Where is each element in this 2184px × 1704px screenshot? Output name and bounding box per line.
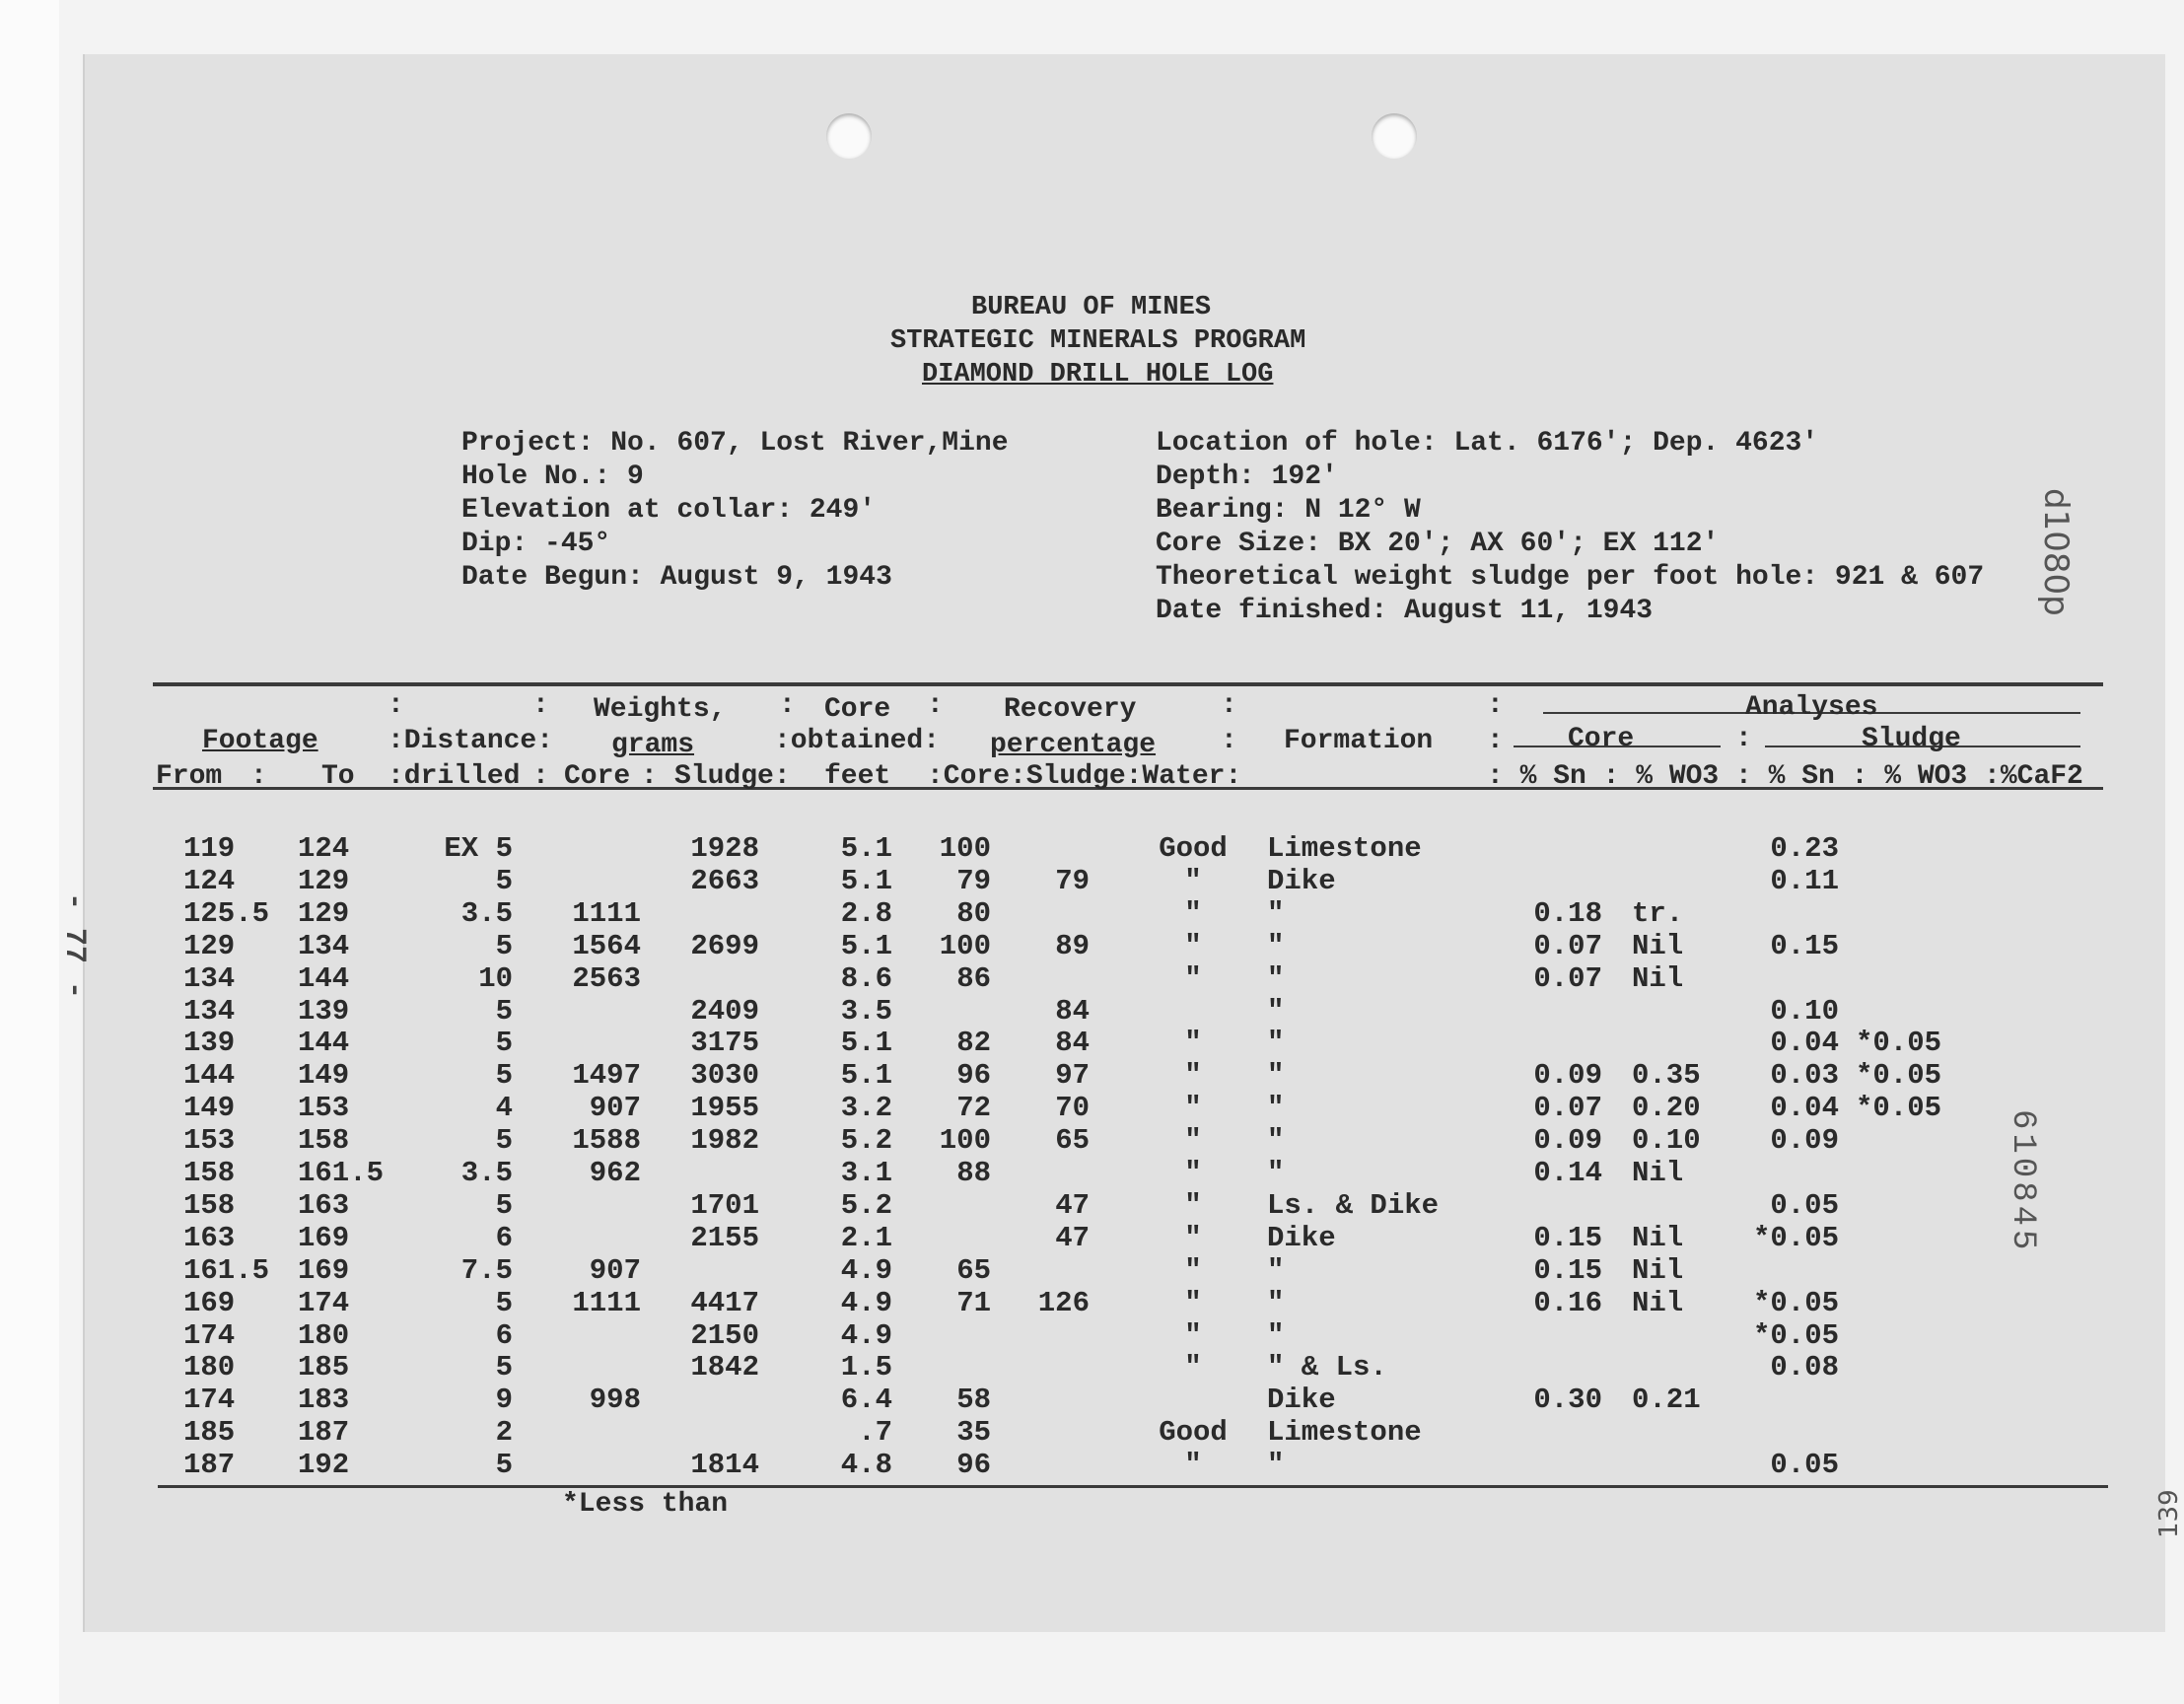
- margin-handwritten-note: d1080p: [2036, 488, 2076, 616]
- col-recovery: Recovery: [1004, 694, 1137, 725]
- cell-formation: ": [1267, 1124, 1285, 1157]
- cell-wsludge: 1982: [690, 1124, 759, 1157]
- col-drilled: :drilled: [387, 761, 521, 792]
- cell-formation: Ls. & Dike: [1267, 1189, 1440, 1222]
- col-analyses-sludge: Sludge: [1862, 724, 1961, 754]
- table-top-rule: [153, 682, 2103, 686]
- cell-dist: 5: [495, 1351, 513, 1384]
- cell-wsludge: 4417: [690, 1287, 759, 1319]
- cell-dist: 5: [495, 995, 513, 1028]
- cell-wsludge: 3030: [690, 1059, 759, 1092]
- cell-wcore: 1564: [572, 930, 641, 962]
- cell-feet: 2.8: [840, 897, 892, 930]
- cell-water: ": [1184, 1092, 1202, 1124]
- cell-water: ": [1184, 1449, 1202, 1481]
- cell-formation: Dike: [1267, 1222, 1336, 1254]
- cell-water: Good: [1159, 832, 1228, 865]
- cell-feet: 6.4: [840, 1384, 892, 1416]
- cell-csn: 0.07: [1533, 930, 1602, 962]
- cell-to: 169: [298, 1254, 350, 1287]
- cell-formation: ": [1267, 1157, 1285, 1189]
- col-analyses-sludge-sub: : % Sn : % WO3 :%CaF2: [1735, 761, 2083, 792]
- date-begun-line: Date Begun: August 9, 1943: [461, 562, 892, 593]
- cell-dist: 5: [495, 1027, 513, 1059]
- cell-feet: 5.1: [840, 1027, 892, 1059]
- cell-water: ": [1184, 865, 1202, 897]
- cell-water: ": [1184, 897, 1202, 930]
- cell-rcore: 65: [956, 1254, 991, 1287]
- dip-line: Dip: -45°: [461, 529, 611, 559]
- cell-csn: 0.14: [1533, 1157, 1602, 1189]
- cell-rsludge: 47: [1055, 1189, 1090, 1222]
- cell-csn: 0.07: [1533, 1092, 1602, 1124]
- cell-ssn: 0.08: [1770, 1351, 1839, 1384]
- cell-feet: 5.1: [840, 832, 892, 865]
- cell-rsludge: 84: [1055, 995, 1090, 1028]
- cell-csn: 0.07: [1533, 962, 1602, 995]
- bearing-line: Bearing: N 12° W: [1156, 495, 1421, 526]
- cell-formation: ": [1267, 1027, 1285, 1059]
- cell-ssn: 0.05: [1770, 1189, 1839, 1222]
- cell-ssn: *0.05: [1752, 1319, 1839, 1352]
- cell-feet: 2.1: [840, 1222, 892, 1254]
- cell-ssn: 0.23: [1770, 832, 1839, 865]
- cell-from: 161.5: [183, 1254, 270, 1287]
- cell-wsludge: 2155: [690, 1222, 759, 1254]
- cell-to: 183: [298, 1384, 350, 1416]
- cell-wcore: 907: [589, 1254, 641, 1287]
- col-weight-sludge: Sludge:: [674, 761, 791, 792]
- cell-water: ": [1184, 1157, 1202, 1189]
- col-percentage: percentage: [990, 730, 1157, 760]
- cell-water: ": [1184, 1222, 1202, 1254]
- cell-to: 139: [298, 995, 350, 1028]
- cell-wcore: 907: [589, 1092, 641, 1124]
- cell-feet: .7: [858, 1416, 892, 1449]
- cell-dist: 4: [495, 1092, 513, 1124]
- cell-wcore: 1111: [572, 897, 641, 930]
- cell-feet: 5.1: [840, 930, 892, 962]
- cell-formation: " & Ls.: [1267, 1351, 1387, 1384]
- cell-water: ": [1184, 1059, 1202, 1092]
- cell-wsludge: 1842: [690, 1351, 759, 1384]
- cell-formation: ": [1267, 1254, 1285, 1287]
- cell-rsludge: 84: [1055, 1027, 1090, 1059]
- cell-to: 192: [298, 1449, 350, 1481]
- cell-rcore: 96: [956, 1059, 991, 1092]
- cell-dist: 5: [495, 1124, 513, 1157]
- cell-to: 144: [298, 1027, 350, 1059]
- cell-to: 158: [298, 1124, 350, 1157]
- col-feet: feet: [824, 761, 891, 792]
- cell-rsludge: 65: [1055, 1124, 1090, 1157]
- cell-cwo3: Nil: [1632, 962, 1684, 995]
- cell-csn: 0.16: [1533, 1287, 1602, 1319]
- cell-cwo3: Nil: [1632, 1222, 1684, 1254]
- cell-from: 125.5: [183, 897, 270, 930]
- date-finished-line: Date finished: August 11, 1943: [1156, 596, 1654, 626]
- cell-from: 174: [183, 1319, 236, 1352]
- cell-dist: 6: [495, 1319, 513, 1352]
- cell-to: 124: [298, 832, 350, 865]
- cell-rcore: 58: [956, 1384, 991, 1416]
- location-line: Location of hole: Lat. 6176'; Dep. 4623': [1156, 428, 1819, 459]
- cell-rsludge: 79: [1055, 865, 1090, 897]
- depth-line: Depth: 192': [1156, 462, 1338, 492]
- cell-formation: ": [1267, 1092, 1285, 1124]
- cell-cwo3: tr.: [1632, 897, 1684, 930]
- cell-wsludge: 2409: [690, 995, 759, 1028]
- cell-dist: 6: [495, 1222, 513, 1254]
- cell-rcore: 100: [939, 832, 991, 865]
- cell-formation: ": [1267, 1449, 1285, 1481]
- cell-wsludge: 1814: [690, 1449, 759, 1481]
- cell-csn: 0.09: [1533, 1124, 1602, 1157]
- cell-formation: ": [1267, 962, 1285, 995]
- cell-dist: 10: [478, 962, 513, 995]
- cell-csn: 0.30: [1533, 1384, 1602, 1416]
- cell-rcore: 72: [956, 1092, 991, 1124]
- cell-formation: ": [1267, 897, 1285, 930]
- cell-to: 149: [298, 1059, 350, 1092]
- cell-feet: 3.2: [840, 1092, 892, 1124]
- col-analyses-core: Core: [1568, 724, 1635, 754]
- col-weight-core: Core: [564, 761, 631, 792]
- cell-water: ": [1184, 962, 1202, 995]
- cell-from: 158: [183, 1157, 236, 1189]
- cell-from: 163: [183, 1222, 236, 1254]
- cell-cwo3: Nil: [1632, 1287, 1684, 1319]
- cell-to: 174: [298, 1287, 350, 1319]
- cell-feet: 4.9: [840, 1319, 892, 1352]
- cell-from: 134: [183, 995, 236, 1028]
- cell-from: 119: [183, 832, 236, 865]
- cell-feet: 3.5: [840, 995, 892, 1028]
- cell-wcore: 1588: [572, 1124, 641, 1157]
- col-analyses-core-sub: : % Sn : % WO3: [1487, 761, 1720, 792]
- col-analyses: Analyses: [1745, 692, 1878, 723]
- cell-to: 169: [298, 1222, 350, 1254]
- cell-ssn: 0.04: [1770, 1027, 1839, 1059]
- cell-dist: 5: [495, 865, 513, 897]
- col-formation: Formation: [1284, 726, 1434, 756]
- col-to: To: [321, 761, 355, 792]
- cell-rcore: 82: [956, 1027, 991, 1059]
- col-core-obtained: Core: [824, 694, 891, 725]
- col-distance: :Distance:: [387, 726, 554, 756]
- cell-formation: ": [1267, 1319, 1285, 1352]
- cell-cwo3: Nil: [1632, 1254, 1684, 1287]
- cell-feet: 4.9: [840, 1254, 892, 1287]
- cell-from: 185: [183, 1416, 236, 1449]
- cell-swo3: *0.05: [1856, 1059, 1942, 1092]
- cell-feet: 5.2: [840, 1189, 892, 1222]
- cell-water: ": [1184, 1189, 1202, 1222]
- cell-rcore: 80: [956, 897, 991, 930]
- cell-to: 129: [298, 865, 350, 897]
- sludge-weight-line: Theoretical weight sludge per foot hole: 921 & 607: [1156, 562, 1985, 593]
- cell-cwo3: 0.20: [1632, 1092, 1701, 1124]
- cell-from: 174: [183, 1384, 236, 1416]
- project-line: Project: No. 607, Lost River,Mine: [461, 428, 1009, 459]
- cell-dist: 2: [495, 1416, 513, 1449]
- cell-cwo3: 0.21: [1632, 1384, 1701, 1416]
- cell-ssn: 0.09: [1770, 1124, 1839, 1157]
- cell-feet: 4.9: [840, 1287, 892, 1319]
- punch-hole: [1372, 113, 1417, 159]
- cell-rsludge: 47: [1055, 1222, 1090, 1254]
- cell-swo3: *0.05: [1856, 1027, 1942, 1059]
- cell-water: ": [1184, 1027, 1202, 1059]
- cell-feet: 5.1: [840, 1059, 892, 1092]
- cell-csn: 0.15: [1533, 1222, 1602, 1254]
- cell-formation: Limestone: [1267, 1416, 1422, 1449]
- scan-margin: [0, 0, 59, 1704]
- margin-stamp-number: 610845: [2004, 1109, 2041, 1254]
- cell-wsludge: 1955: [690, 1092, 759, 1124]
- cell-formation: Dike: [1267, 865, 1336, 897]
- cell-from: 187: [183, 1449, 236, 1481]
- cell-ssn: *0.05: [1752, 1222, 1839, 1254]
- cell-ssn: 0.05: [1770, 1449, 1839, 1481]
- cell-rsludge: 70: [1055, 1092, 1090, 1124]
- cell-from: 124: [183, 865, 236, 897]
- cell-rsludge: 126: [1037, 1287, 1090, 1319]
- footnote: *Less than: [562, 1489, 729, 1520]
- col-recovery-sub: :Core:Sludge:Water:: [927, 761, 1242, 792]
- punch-hole: [826, 113, 872, 159]
- cell-feet: 1.5: [840, 1351, 892, 1384]
- cell-wsludge: 2663: [690, 865, 759, 897]
- cell-from: 158: [183, 1189, 236, 1222]
- cell-formation: ": [1267, 930, 1285, 962]
- cell-rcore: 35: [956, 1416, 991, 1449]
- cell-from: 149: [183, 1092, 236, 1124]
- cell-formation: Dike: [1267, 1384, 1336, 1416]
- cell-rcore: 79: [956, 865, 991, 897]
- cell-dist: 7.5: [460, 1254, 513, 1287]
- cell-to: 134: [298, 930, 350, 962]
- cell-csn: 0.09: [1533, 1059, 1602, 1092]
- col-obtained: :obtained:: [774, 726, 941, 756]
- cell-feet: 8.6: [840, 962, 892, 995]
- header-program: STRATEGIC MINERALS PROGRAM: [890, 326, 1306, 356]
- cell-dist: 5: [495, 1189, 513, 1222]
- cell-wcore: 1497: [572, 1059, 641, 1092]
- cell-wsludge: 1701: [690, 1189, 759, 1222]
- cell-dist: 3.5: [460, 897, 513, 930]
- cell-cwo3: Nil: [1632, 1157, 1684, 1189]
- cell-dist: 5: [495, 1059, 513, 1092]
- cell-from: 134: [183, 962, 236, 995]
- col-grams: grams: [611, 730, 695, 760]
- cell-rsludge: 97: [1055, 1059, 1090, 1092]
- cell-rcore: 100: [939, 1124, 991, 1157]
- cell-to: 180: [298, 1319, 350, 1352]
- cell-to: 185: [298, 1351, 350, 1384]
- cell-rsludge: 89: [1055, 930, 1090, 962]
- cell-ssn: 0.04: [1770, 1092, 1839, 1124]
- cell-formation: ": [1267, 995, 1285, 1028]
- cell-water: ": [1184, 1319, 1202, 1352]
- cell-to: 163: [298, 1189, 350, 1222]
- cell-rcore: 96: [956, 1449, 991, 1481]
- cell-wcore: 962: [589, 1157, 641, 1189]
- cell-water: ": [1184, 1351, 1202, 1384]
- cell-feet: 5.1: [840, 865, 892, 897]
- cell-wcore: 998: [589, 1384, 641, 1416]
- cell-cwo3: 0.10: [1632, 1124, 1701, 1157]
- cell-water: ": [1184, 1124, 1202, 1157]
- header-bureau: BUREAU OF MINES: [971, 293, 1212, 322]
- col-from: From: [156, 761, 223, 792]
- cell-wcore: 2563: [572, 962, 641, 995]
- cell-from: 180: [183, 1351, 236, 1384]
- cell-to: 153: [298, 1092, 350, 1124]
- cell-csn: 0.18: [1533, 897, 1602, 930]
- hole-number-line: Hole No.: 9: [461, 462, 644, 492]
- cell-water: Good: [1159, 1416, 1228, 1449]
- cell-wsludge: 2699: [690, 930, 759, 962]
- margin-handwritten-number: 139: [2154, 1489, 2184, 1538]
- cell-feet: 5.2: [840, 1124, 892, 1157]
- cell-water: ": [1184, 930, 1202, 962]
- cell-ssn: 0.10: [1770, 995, 1839, 1028]
- cell-dist: 5: [495, 930, 513, 962]
- cell-from: 169: [183, 1287, 236, 1319]
- cell-ssn: 0.15: [1770, 930, 1839, 962]
- margin-page-number: - 77 -: [57, 892, 91, 1000]
- cell-from: 153: [183, 1124, 236, 1157]
- cell-csn: 0.15: [1533, 1254, 1602, 1287]
- cell-from: 144: [183, 1059, 236, 1092]
- cell-swo3: *0.05: [1856, 1092, 1942, 1124]
- cell-water: ": [1184, 1254, 1202, 1287]
- table-bottom-rule: [158, 1485, 2108, 1488]
- cell-wcore: 1111: [572, 1287, 641, 1319]
- cell-dist: EX 5: [444, 832, 513, 865]
- cell-from: 129: [183, 930, 236, 962]
- cell-dist: 3.5: [460, 1157, 513, 1189]
- core-size-line: Core Size: BX 20'; AX 60'; EX 112': [1156, 529, 1720, 559]
- elevation-line: Elevation at collar: 249': [461, 495, 877, 526]
- header-log-title: DIAMOND DRILL HOLE LOG: [922, 360, 1274, 390]
- cell-rcore: 71: [956, 1287, 991, 1319]
- cell-dist: 9: [495, 1384, 513, 1416]
- cell-rcore: 86: [956, 962, 991, 995]
- cell-ssn: 0.03: [1770, 1059, 1839, 1092]
- cell-from: 139: [183, 1027, 236, 1059]
- cell-feet: 3.1: [840, 1157, 892, 1189]
- cell-to: 187: [298, 1416, 350, 1449]
- cell-wsludge: 3175: [690, 1027, 759, 1059]
- col-footage: Footage: [202, 726, 318, 756]
- cell-to: 161.5: [298, 1157, 385, 1189]
- cell-formation: Limestone: [1267, 832, 1422, 865]
- cell-ssn: 0.11: [1770, 865, 1839, 897]
- cell-water: ": [1184, 1287, 1202, 1319]
- cell-to: 129: [298, 897, 350, 930]
- cell-rcore: 88: [956, 1157, 991, 1189]
- cell-wsludge: 1928: [690, 832, 759, 865]
- cell-dist: 5: [495, 1287, 513, 1319]
- cell-ssn: *0.05: [1752, 1287, 1839, 1319]
- cell-cwo3: Nil: [1632, 930, 1684, 962]
- cell-wsludge: 2150: [690, 1319, 759, 1352]
- cell-cwo3: 0.35: [1632, 1059, 1701, 1092]
- cell-formation: ": [1267, 1059, 1285, 1092]
- cell-feet: 4.8: [840, 1449, 892, 1481]
- cell-to: 144: [298, 962, 350, 995]
- cell-rcore: 100: [939, 930, 991, 962]
- cell-formation: ": [1267, 1287, 1285, 1319]
- col-weights: Weights,: [594, 694, 727, 725]
- cell-dist: 5: [495, 1449, 513, 1481]
